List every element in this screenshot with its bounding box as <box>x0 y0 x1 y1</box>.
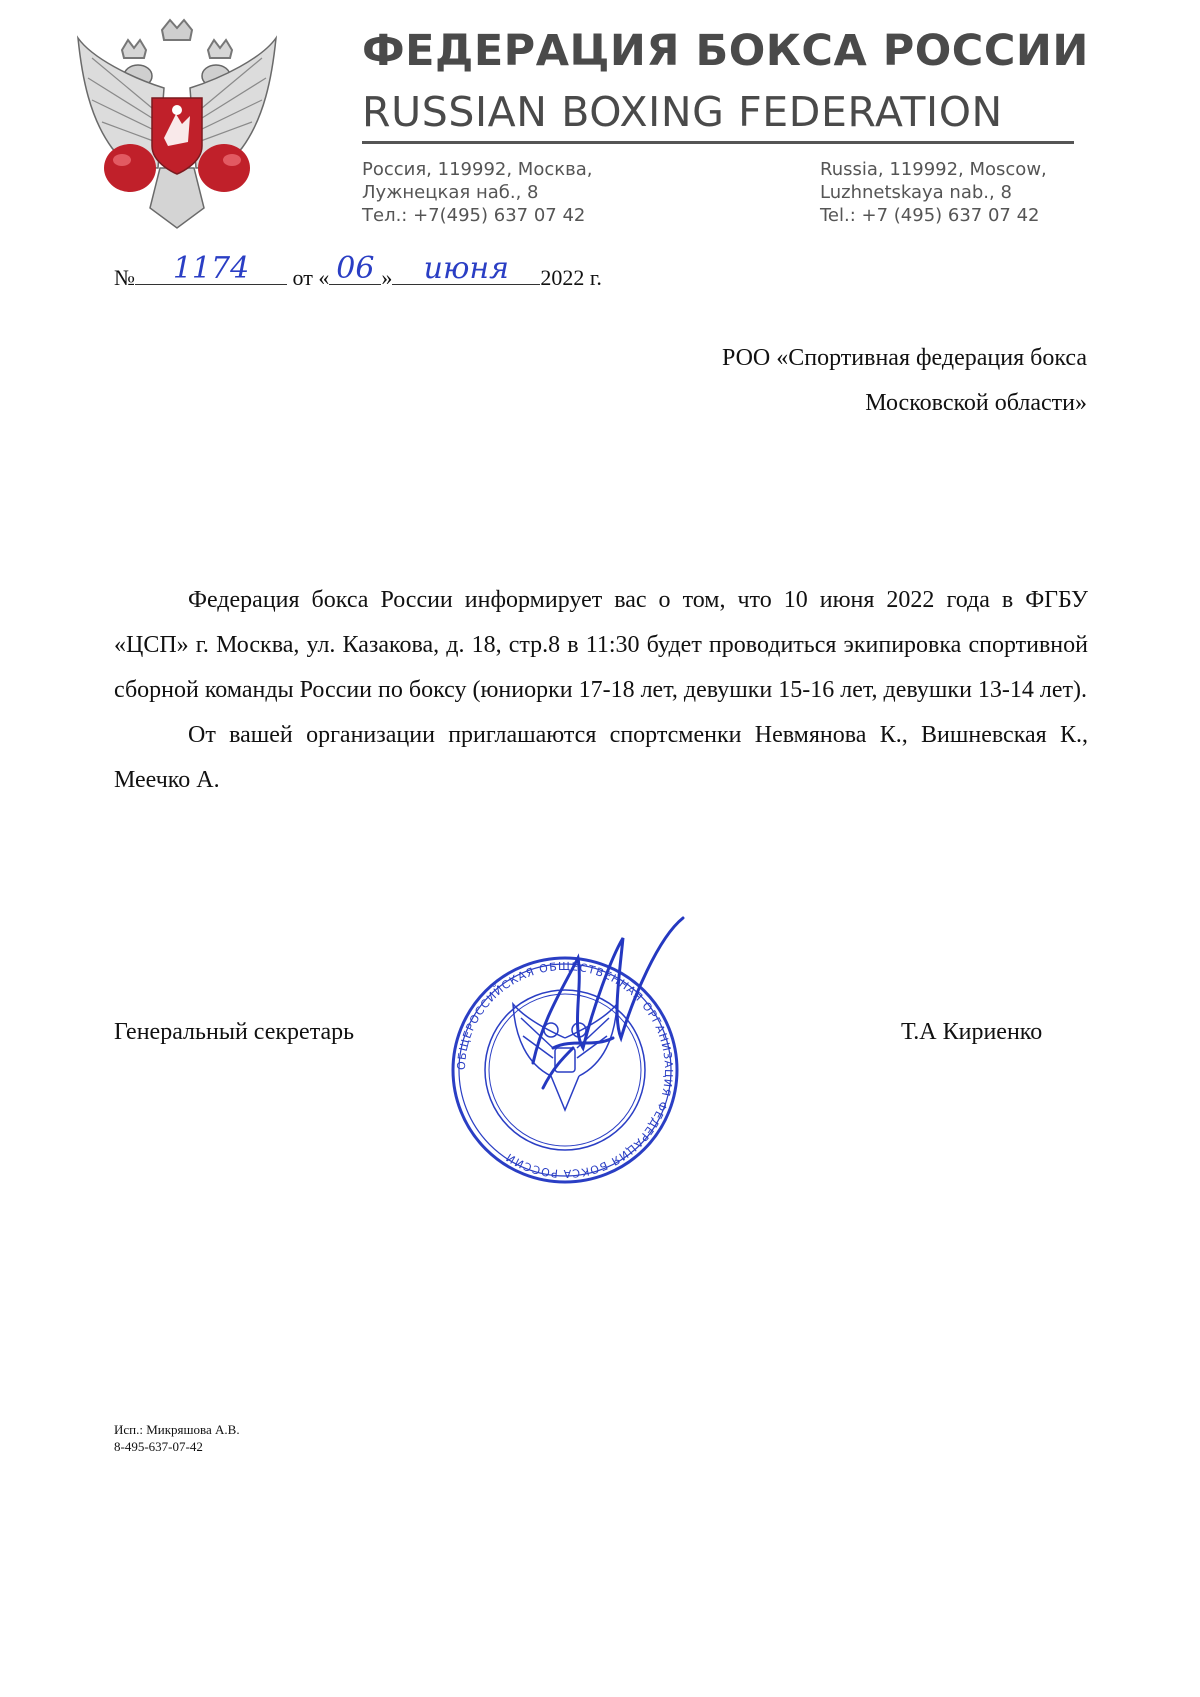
executor-block <box>114 1421 240 1455</box>
addressee-line: Московской области» <box>865 390 1087 416</box>
address-ru <box>362 158 592 227</box>
address-en-line: Luzhnetskaya nab., 8 <box>820 182 1012 203</box>
letterhead-divider <box>362 141 1074 144</box>
letter-body <box>114 578 1088 803</box>
executor-name: Исп.: Микряшова А.В. <box>114 1422 240 1437</box>
executor-phone: 8-495-637-07-42 <box>114 1439 203 1454</box>
handwritten-day: 06 <box>336 251 375 286</box>
address-en-line: Russia, 119992, Moscow, <box>820 159 1047 180</box>
signatory-title: Генеральный секретарь <box>114 1019 355 1045</box>
double-headed-eagle-emblem-icon <box>72 18 282 233</box>
day-field <box>329 251 381 286</box>
day-close-quote: » <box>381 265 393 290</box>
addressee-block <box>722 336 1087 426</box>
month-field <box>392 251 540 286</box>
address-en-line: Tel.: +7 (495) 637 07 42 <box>820 205 1040 226</box>
org-name-ru: ФЕДЕРАЦИЯ БОКСА РОССИИ <box>362 26 1089 76</box>
stamp-text-path: ОБЩЕРОССИЙСКАЯ ОБЩЕСТВЕННАЯ ОРГАНИЗАЦИЯ ФЕДЕРАЦИЯ БОКСА РОССИИ <box>454 959 676 1181</box>
addressee-line: РОО «Спортивная федерация бокса <box>721 345 1087 371</box>
official-stamp-icon <box>443 898 688 1208</box>
stamp-ring-text <box>455 960 675 1180</box>
address-ru-line: Лужнецкая наб., 8 <box>362 182 539 203</box>
body-paragraph: От вашей организации приглашаются спортсменки Невмянова К., Вишневская К., Меечко А. <box>114 722 1088 793</box>
year-label: 2022 г. <box>540 265 602 290</box>
number-label: № <box>114 265 135 290</box>
date-from-label: от « <box>292 265 330 290</box>
number-field <box>135 251 287 286</box>
org-name-en: RUSSIAN BOXING FEDERATION <box>362 88 1003 136</box>
reference-line <box>114 251 602 291</box>
address-ru-line: Тел.: +7(495) 637 07 42 <box>362 205 586 226</box>
handwritten-number: 1174 <box>172 251 250 286</box>
signatory-name: Т.А Кириенко <box>901 1019 1043 1045</box>
handwritten-month: июня <box>423 251 509 286</box>
address-en <box>820 158 1047 227</box>
body-paragraph: Федерация бокса России информирует вас о том, что 10 июня 2022 года в ФГБУ «ЦСП» г. Москва, ул. Казакова, д. 18, стр.8 в 11:30 будет проводиться экипировка спортивной сборной команды России по боксу (юниорки 17-18 лет, девушки 15-16 лет, девушки 13-14 лет). <box>114 587 1088 703</box>
address-ru-line: Россия, 119992, Москва, <box>362 159 593 180</box>
